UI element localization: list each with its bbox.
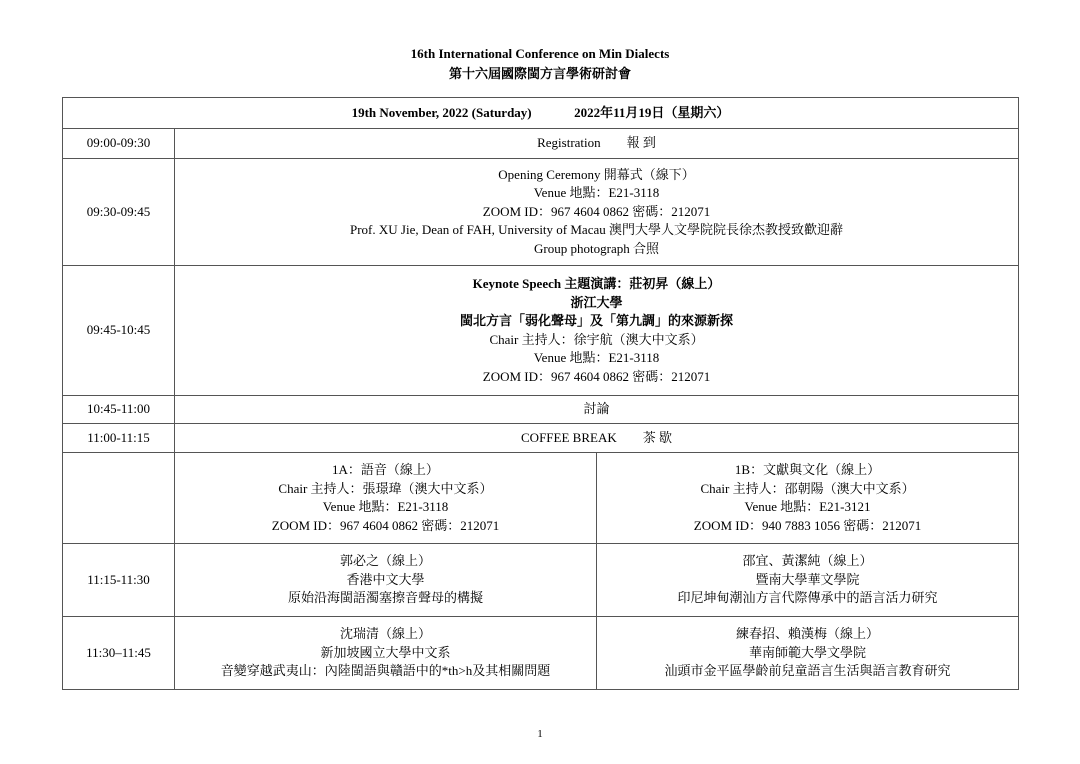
- talk-affiliation: 香港中文大學: [346, 571, 425, 587]
- opening-welcome: Prof. XU Jie, Dean of FAH, University of Macau 澳門大學人文學院院長徐杰教授致歡迎辭: [350, 222, 843, 238]
- talk-affiliation: 暨南大學華文學院: [755, 571, 860, 587]
- discussion-cell: 討論: [175, 396, 1019, 424]
- time-cell: 10:45-11:00: [63, 396, 175, 424]
- registration-row: [63, 129, 1019, 159]
- page-number: 1: [537, 728, 543, 740]
- time-cell: 11:15-11:30: [63, 544, 175, 617]
- time-cell: 11:30–11:45: [63, 617, 175, 690]
- talk-title: 音變穿越武夷山：內陸閩語與贛語中的*th>h及其相關問題: [220, 663, 551, 679]
- keynote-zoom: ZOOM ID：967 4604 0862 密碼：212071: [482, 368, 711, 384]
- empty-time-cell: [63, 453, 175, 544]
- schedule-table: [62, 97, 1019, 690]
- date-header-cell: [63, 98, 1019, 129]
- keynote-cell: [175, 266, 1019, 396]
- session-1b-cell: [597, 453, 1019, 544]
- talk-speaker: 郭必之（線上）: [339, 553, 431, 569]
- conference-title-zh: 第十六屆國際閩方言學術研討會: [448, 66, 631, 81]
- conference-title-en: 16th International Conference on Min Dialects: [410, 46, 670, 61]
- talk-speaker: 沈瑞清（線上）: [339, 626, 431, 642]
- opening-photo: Group photograph 合照: [534, 240, 659, 256]
- date-en: 19th November, 2022 (Saturday): [351, 104, 532, 120]
- talk-cell-1b: [597, 544, 1019, 617]
- talk-cell-1a: [175, 544, 597, 617]
- session-1b-chair: Chair 主持人：邵朝陽（澳大中文系）: [700, 480, 915, 496]
- opening-title: Opening Ceremony 開幕式（線下）: [498, 166, 695, 182]
- keynote-row: [63, 266, 1019, 396]
- coffee-break-cell: COFFEE BREAK 茶 歇: [175, 424, 1019, 453]
- talk-title: 原始沿海閩語濁塞擦音聲母的構擬: [287, 590, 483, 606]
- talk-affiliation: 新加坡國立大學中文系: [320, 644, 451, 660]
- opening-cell: [175, 159, 1019, 266]
- session-1b-title: 1B：文獻與文化（線上）: [734, 462, 881, 477]
- keynote-chair: Chair 主持人：徐宇航（澳大中文系）: [489, 331, 704, 347]
- session-1a-title: 1A：語音（線上）: [332, 462, 439, 477]
- session-1a-venue: Venue 地點：E21-3118: [322, 499, 449, 514]
- talk-affiliation: 華南師範大學文學院: [749, 644, 867, 660]
- session-1b-zoom: ZOOM ID：940 7883 1056 密碼：212071: [693, 517, 922, 533]
- time-cell: 09:00-09:30: [63, 129, 175, 159]
- talk-speaker: 邵宜、黃潔純（線上）: [742, 553, 873, 569]
- talk-cell-1b: [597, 617, 1019, 690]
- opening-zoom: ZOOM ID：967 4604 0862 密碼：212071: [482, 203, 711, 219]
- talk-cell-1a: [175, 617, 597, 690]
- talk-row: [63, 617, 1019, 690]
- time-cell: 09:30-09:45: [63, 159, 175, 266]
- session-1b-venue: Venue 地點：E21-3121: [744, 499, 871, 514]
- time-cell: 09:45-10:45: [63, 266, 175, 396]
- keynote-venue: Venue 地點：E21-3118: [533, 350, 660, 365]
- keynote-topic: 閩北方言「弱化聲母」及「第九調」的來源新探: [460, 313, 734, 328]
- session-1a-chair: Chair 主持人：張璟瑋（澳大中文系）: [278, 480, 493, 496]
- date-zh: 2022年11月19日（星期六）: [574, 104, 730, 120]
- opening-row: [63, 159, 1019, 266]
- session-1a-zoom: ZOOM ID：967 4604 0862 密碼：212071: [271, 517, 500, 533]
- opening-venue: Venue 地點：E21-3118: [533, 185, 660, 201]
- talk-title: 汕頭市金平區學齡前兒童語言生活與語言教育研究: [664, 663, 951, 679]
- session-header-row: [63, 453, 1019, 544]
- keynote-affiliation: 浙江大學: [570, 294, 623, 310]
- coffee-break-row: [63, 424, 1019, 453]
- talk-row: [63, 544, 1019, 617]
- session-1a-cell: [175, 453, 597, 544]
- date-header-row: [63, 98, 1019, 129]
- registration-cell: Registration 報 到: [175, 129, 1019, 159]
- talk-speaker: 練春招、賴漢梅（線上）: [736, 626, 880, 642]
- talk-title: 印尼坤甸潮汕方言代際傳承中的語言活力研究: [677, 590, 938, 606]
- keynote-title: Keynote Speech 主題演講：莊初昇（線上）: [472, 276, 721, 291]
- discussion-row: [63, 396, 1019, 424]
- time-cell: 11:00-11:15: [63, 424, 175, 453]
